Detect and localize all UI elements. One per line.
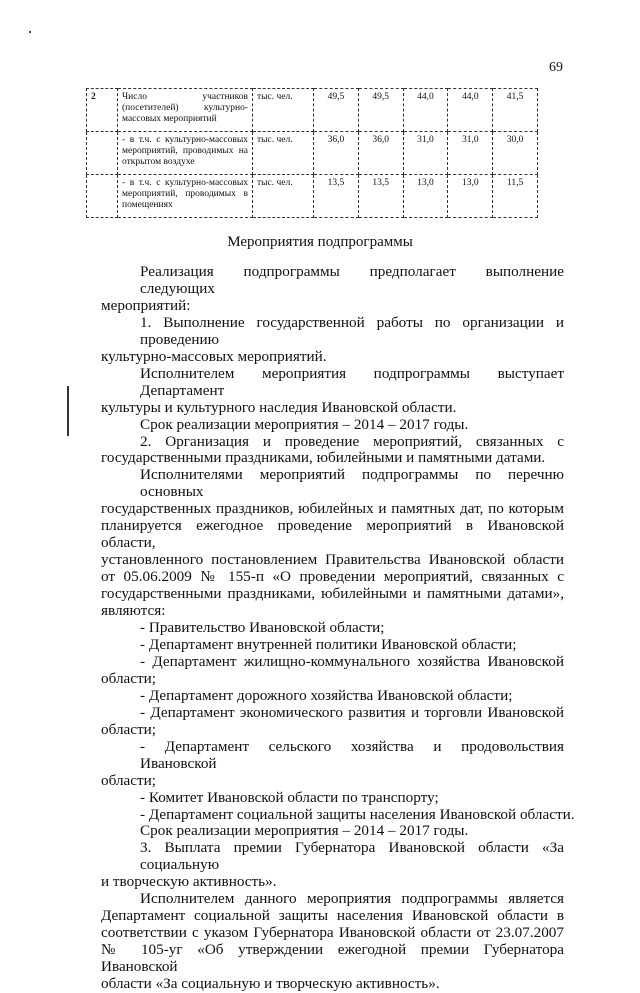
text-line: Срок реализации мероприятия – 2014 – 2017 годы.: [140, 415, 469, 433]
value-cell: 44,0: [448, 89, 493, 132]
value-cell: 44,0: [403, 89, 448, 132]
text-line: области;: [101, 720, 156, 738]
section-heading: Мероприятия подпрограммы: [227, 234, 413, 250]
table-row: [87, 132, 538, 175]
table-row: [87, 89, 538, 132]
unit-cell: тыс. чел.: [253, 132, 314, 175]
text-line: Реализация подпрограммы предполагает выполнение следующих: [140, 263, 564, 297]
body-text: [101, 263, 575, 993]
row-number: [87, 132, 118, 175]
indicator-name: Число участников (посетителей) культурно-массовых мероприятий: [118, 89, 253, 132]
text-line: и творческую активность».: [101, 873, 277, 891]
text-line: - Правительство Ивановской области;: [140, 619, 385, 637]
text-line: соответствии с указом Губернатора Ивановской области от 23.07.2007: [101, 924, 564, 942]
text-line: 1. Выполнение государственной работы по организации и проведению: [140, 313, 564, 348]
text-line: от 05.06.2009 № 155-п «О проведении мероприятий, связанных с: [101, 568, 564, 586]
value-cell: 30,0: [493, 132, 538, 175]
text-line: № 105-уг «Об утверждении ежегодной премии Губернатора Ивановской: [101, 941, 564, 976]
text-line: планируется ежегодное проведение мероприятий в Ивановской области,: [101, 517, 564, 552]
unit-cell: тыс. чел.: [253, 89, 314, 132]
indicators-table: [86, 88, 538, 218]
value-cell: 36,0: [314, 132, 359, 175]
text-line: - Департамент экономического развития и торговли Ивановской: [140, 703, 564, 721]
text-line: Исполнителями мероприятий подпрограммы по перечню основных: [140, 466, 564, 501]
text-line: - Департамент дорожного хозяйства Ивановской области;: [140, 686, 513, 704]
text-line: являются:: [101, 602, 166, 620]
text-line: - Департамент сельского хозяйства и продовольствия Ивановской: [140, 737, 564, 772]
text-line: культурно-массовых мероприятий.: [101, 347, 327, 365]
text-line: 3. Выплата премии Губернатора Ивановской области «За социальную: [140, 839, 564, 874]
value-cell: 13,0: [448, 175, 493, 218]
text-line: - Комитет Ивановской области по транспорту;: [140, 788, 439, 806]
text-line: Департамент социальной защиты населения Ивановской области в: [101, 907, 564, 925]
scan-speck: [29, 31, 31, 33]
text-line: мероприятий:: [101, 296, 191, 314]
text-line: культуры и культурного наследия Ивановской области.: [101, 398, 457, 416]
value-cell: 49,5: [358, 89, 403, 132]
value-cell: 49,5: [314, 89, 359, 132]
text-line: области;: [101, 669, 156, 687]
page-number: 69: [549, 60, 563, 75]
value-cell: 13,5: [314, 175, 359, 218]
text-line: - Департамент внутренней политики Ивановской области;: [140, 635, 517, 653]
value-cell: 11,5: [493, 175, 538, 218]
row-number: 2: [87, 89, 118, 132]
value-cell: 31,0: [448, 132, 493, 175]
text-line: Исполнителем мероприятия подпрограммы выступает Департамент: [140, 364, 564, 399]
text-line: установленного постановлением Правительства Ивановской области: [101, 551, 564, 569]
text-line: государственными праздниками, юбилейными и памятными датами»,: [101, 585, 564, 603]
value-cell: 31,0: [403, 132, 448, 175]
unit-cell: тыс. чел.: [253, 175, 314, 218]
value-cell: 13,0: [403, 175, 448, 218]
text-line: государственных праздников, юбилейных и памятных дат, по которым: [101, 500, 564, 518]
indicator-name: - в т.ч. с культурно-массовых мероприятий, проводимых на открытом воздухе: [118, 132, 253, 175]
text-line: области «За социальную и творческую активность».: [101, 975, 440, 993]
table-row: [87, 175, 538, 218]
text-line: области;: [101, 771, 156, 789]
text-line: государственными праздниками, юбилейными и памятными датами.: [101, 449, 546, 467]
text-line: - Департамент социальной защиты населения Ивановской области.: [140, 805, 575, 823]
text-line: Срок реализации мероприятия – 2014 – 2017 годы.: [140, 822, 469, 840]
value-cell: 13,5: [358, 175, 403, 218]
indicator-name: - в т.ч. с культурно-массовых мероприятий, проводимых в помещениях: [118, 175, 253, 218]
value-cell: 36,0: [358, 132, 403, 175]
scan-margin-mark: [67, 386, 69, 436]
text-line: Исполнителем данного мероприятия подпрограммы является: [140, 890, 564, 908]
text-line: 2. Организация и проведение мероприятий, связанных с: [140, 432, 564, 450]
row-number: [87, 175, 118, 218]
value-cell: 41,5: [493, 89, 538, 132]
text-line: - Департамент жилищно-коммунального хозяйства Ивановской: [140, 652, 564, 670]
